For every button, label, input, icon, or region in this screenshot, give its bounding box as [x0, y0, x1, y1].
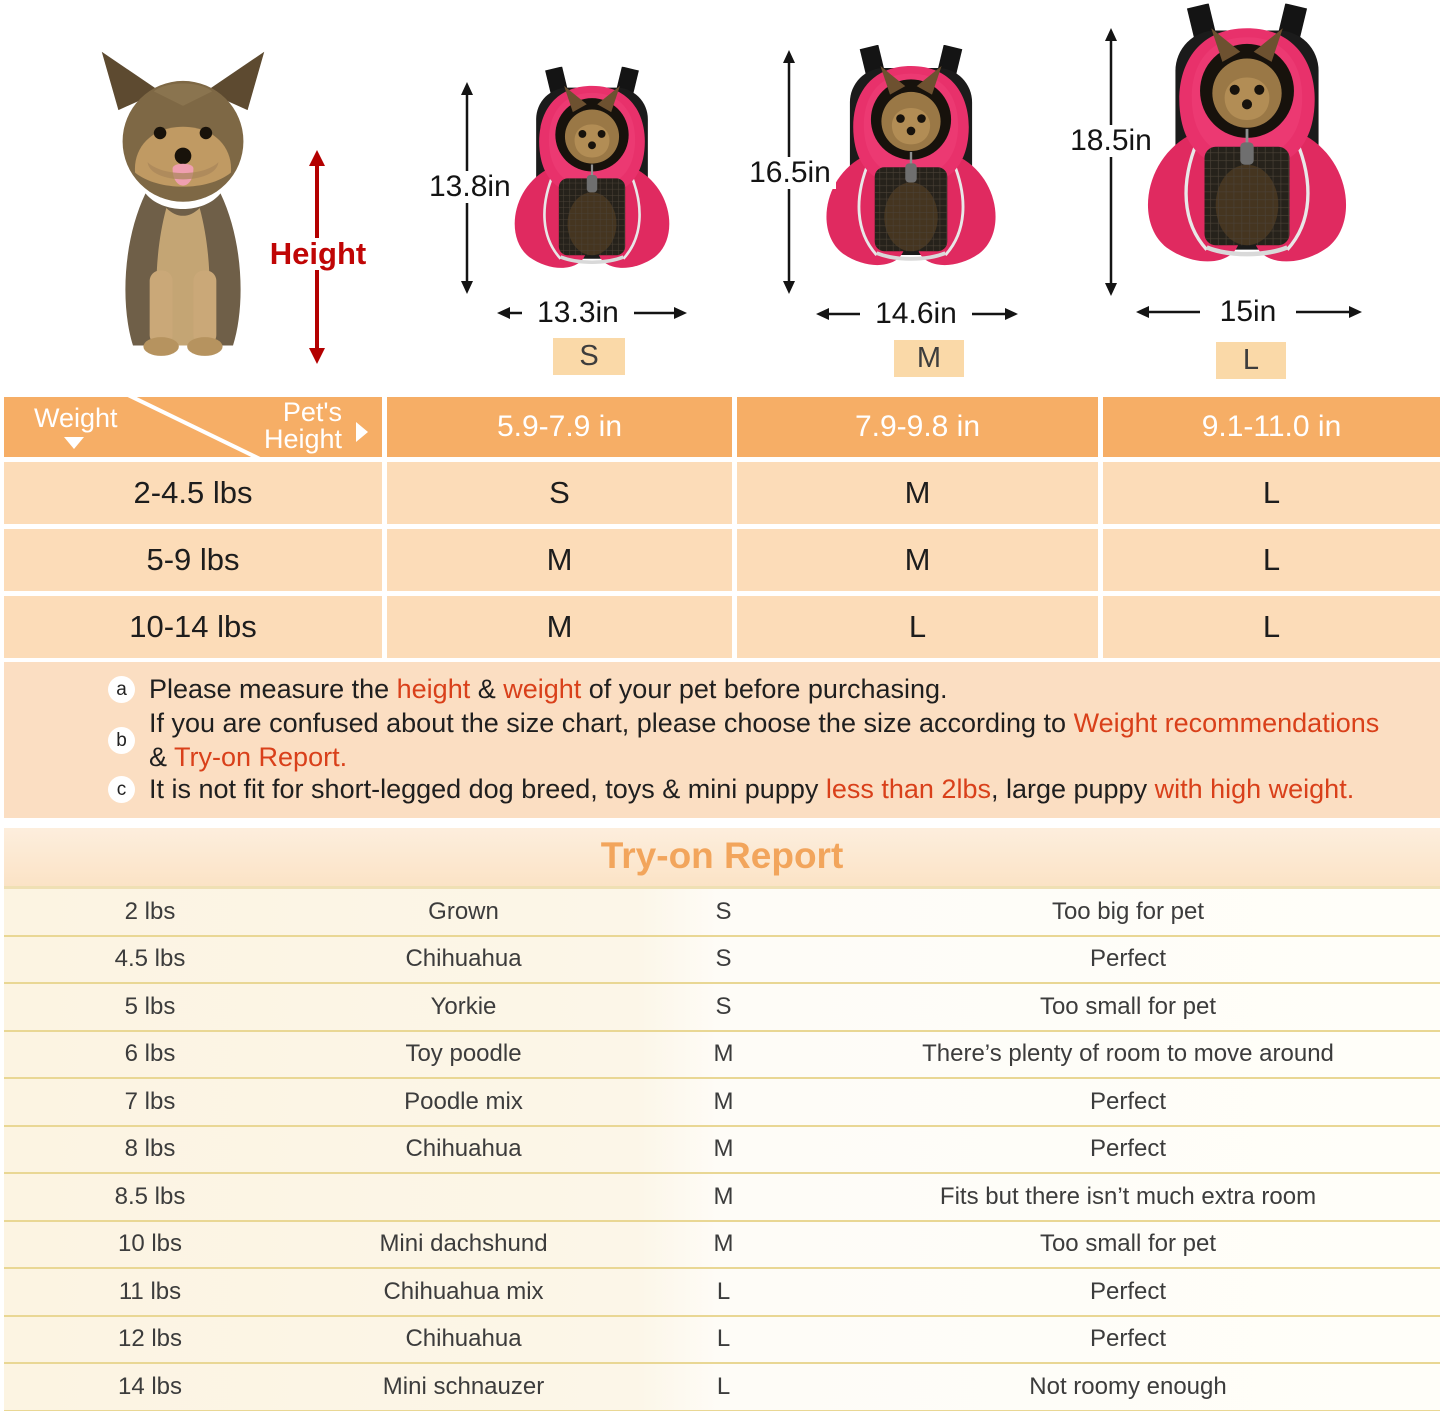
dog-height-label: Height	[266, 238, 370, 270]
tryon-row	[4, 889, 1440, 937]
size-cell: M	[387, 529, 732, 591]
size-cell: L	[1103, 462, 1440, 524]
pack-l-height-value: 18.5in	[1064, 125, 1158, 157]
size-cell: S	[387, 462, 732, 524]
pack-s-size-badge: S	[553, 338, 625, 375]
note-b-text	[149, 706, 1379, 774]
tryon-weight: 6 lbs	[124, 1040, 176, 1068]
note-a-seg: Please measure the	[149, 674, 397, 704]
tryon-row	[4, 1364, 1440, 1411]
pack-s-width-value: 13.3in	[522, 297, 634, 329]
tryon-row	[4, 1222, 1440, 1270]
tryon-weight: 7 lbs	[124, 1087, 176, 1115]
tryon-size: L	[716, 1372, 731, 1400]
size-cell: L	[1103, 529, 1440, 591]
tryon-report-header	[4, 828, 1440, 889]
row-weight-label: 5-9 lbs	[4, 529, 382, 591]
tryon-report-table	[4, 889, 1440, 1411]
tryon-comment: Perfect	[1089, 945, 1167, 973]
size-cell: M	[387, 596, 732, 658]
note-b	[108, 706, 1379, 774]
note-c-seg: , large puppy	[990, 774, 1155, 804]
note-b-highlight: Weight recommendations	[1073, 708, 1380, 738]
tryon-row	[4, 937, 1440, 985]
size-cell: L	[1103, 596, 1440, 658]
tryon-weight: 4.5 lbs	[114, 945, 186, 973]
tryon-size: L	[716, 1325, 731, 1353]
tryon-breed: Chihuahua	[405, 1135, 522, 1163]
pack-l-width-value: 15in	[1200, 296, 1296, 328]
note-b-highlight: Try-on Report.	[174, 742, 348, 772]
weight-axis-label: Weight	[34, 403, 118, 433]
tryon-size: M	[713, 1040, 734, 1068]
tryon-breed: Mini dachshund	[379, 1230, 548, 1258]
tryon-size: M	[713, 1230, 734, 1258]
size-chart-corner-cell	[4, 397, 382, 457]
tryon-breed: Poodle mix	[404, 1087, 523, 1115]
note-a-seg: &	[470, 674, 504, 704]
backpack-illustration-m	[806, 16, 1016, 298]
tryon-breed: Chihuahua	[405, 945, 522, 973]
tryon-breed: Chihuahua	[405, 1325, 522, 1353]
tryon-breed: Yorkie	[430, 992, 497, 1020]
tryon-comment: Perfect	[1089, 1135, 1167, 1163]
triangle-right-icon	[356, 422, 368, 442]
yorkie-dog-photo	[58, 6, 308, 358]
pack-l-size-badge: L	[1216, 342, 1286, 379]
note-a-highlight: height	[396, 674, 471, 704]
tryon-weight: 2 lbs	[124, 897, 176, 925]
tryon-weight: 12 lbs	[117, 1325, 183, 1353]
tryon-comment: Too small for pet	[1039, 992, 1217, 1020]
column-header: 5.9-7.9 in	[387, 397, 732, 457]
note-b-badge: b	[108, 727, 135, 754]
note-c	[108, 772, 1354, 806]
row-weight-label: 10-14 lbs	[4, 596, 382, 658]
notes-panel	[4, 662, 1440, 818]
tryon-size: L	[716, 1277, 731, 1305]
tryon-weight: 10 lbs	[117, 1230, 183, 1258]
column-header: 9.1-11.0 in	[1103, 397, 1440, 457]
pack-l-height-arrow	[1102, 28, 1120, 296]
backpack-illustration-l	[1124, 0, 1370, 300]
note-c-highlight: less than 2lbs	[825, 774, 991, 804]
note-a	[108, 672, 948, 706]
tryon-row	[4, 1127, 1440, 1175]
tryon-row	[4, 1079, 1440, 1127]
pet-height-line1: Pet's	[282, 397, 342, 427]
pack-m-width-value: 14.6in	[860, 298, 972, 330]
note-a-badge: a	[108, 676, 135, 703]
note-a-highlight: weight	[503, 674, 582, 704]
tryon-breed: Chihuahua mix	[383, 1277, 544, 1305]
tryon-comment: Perfect	[1089, 1277, 1167, 1305]
note-a-seg: of your pet before purchasing.	[581, 674, 948, 704]
tryon-size: S	[715, 897, 732, 925]
note-b-seg: &	[149, 742, 175, 772]
tryon-size: M	[713, 1182, 734, 1210]
tryon-weight: 8 lbs	[124, 1135, 176, 1163]
tryon-breed: Toy poodle	[405, 1040, 522, 1068]
note-a-text	[149, 672, 948, 706]
tryon-breed: Grown	[428, 897, 499, 925]
tryon-weight: 8.5 lbs	[114, 1182, 186, 1210]
tryon-row	[4, 1032, 1440, 1080]
tryon-size: M	[713, 1087, 734, 1115]
tryon-size: M	[713, 1135, 734, 1163]
tryon-weight: 14 lbs	[117, 1372, 183, 1400]
tryon-size: S	[715, 992, 732, 1020]
pack-s-height-value: 13.8in	[424, 171, 512, 203]
tryon-comment: Too big for pet	[1051, 897, 1205, 925]
note-c-text	[149, 772, 1354, 806]
pet-height-line2: Height	[263, 424, 342, 454]
tryon-comment: Too small for pet	[1039, 1230, 1217, 1258]
size-cell: M	[737, 462, 1098, 524]
tryon-breed: Mini schnauzer	[382, 1372, 545, 1400]
tryon-weight: 5 lbs	[124, 992, 176, 1020]
pack-m-height-value: 16.5in	[744, 157, 836, 189]
tryon-size: S	[715, 945, 732, 973]
tryon-row	[4, 1317, 1440, 1365]
pack-m-size-badge: M	[894, 340, 964, 377]
row-weight-label: 2-4.5 lbs	[4, 462, 382, 524]
tryon-row	[4, 1174, 1440, 1222]
triangle-down-icon	[64, 437, 84, 449]
backpack-illustration-s	[496, 58, 688, 298]
column-header: 7.9-9.8 in	[737, 397, 1098, 457]
tryon-row	[4, 1269, 1440, 1317]
dog-height-arrow-top	[306, 150, 328, 240]
size-cell: M	[737, 529, 1098, 591]
tryon-report-title: Try-on Report	[600, 835, 844, 876]
dog-height-arrow-bottom	[306, 270, 328, 364]
tryon-comment: Fits but there isn’t much extra room	[939, 1182, 1317, 1210]
tryon-weight: 11 lbs	[118, 1277, 182, 1305]
pet-height-axis-label	[264, 399, 342, 453]
tryon-row	[4, 984, 1440, 1032]
note-b-seg: If you are confused about the size chart, please choose the size according to	[149, 708, 1074, 738]
size-chart-table	[4, 397, 1440, 658]
size-cell: L	[737, 596, 1098, 658]
tryon-comment: Perfect	[1089, 1325, 1167, 1353]
tryon-comment: There’s plenty of room to move around	[922, 1040, 1334, 1068]
tryon-comment: Perfect	[1089, 1087, 1167, 1115]
note-c-badge: c	[108, 776, 135, 803]
note-c-highlight: with high weight.	[1154, 774, 1355, 804]
tryon-comment: Not roomy enough	[1029, 1372, 1227, 1400]
note-c-seg: It is not fit for short-legged dog breed, toys & mini puppy	[149, 774, 826, 804]
